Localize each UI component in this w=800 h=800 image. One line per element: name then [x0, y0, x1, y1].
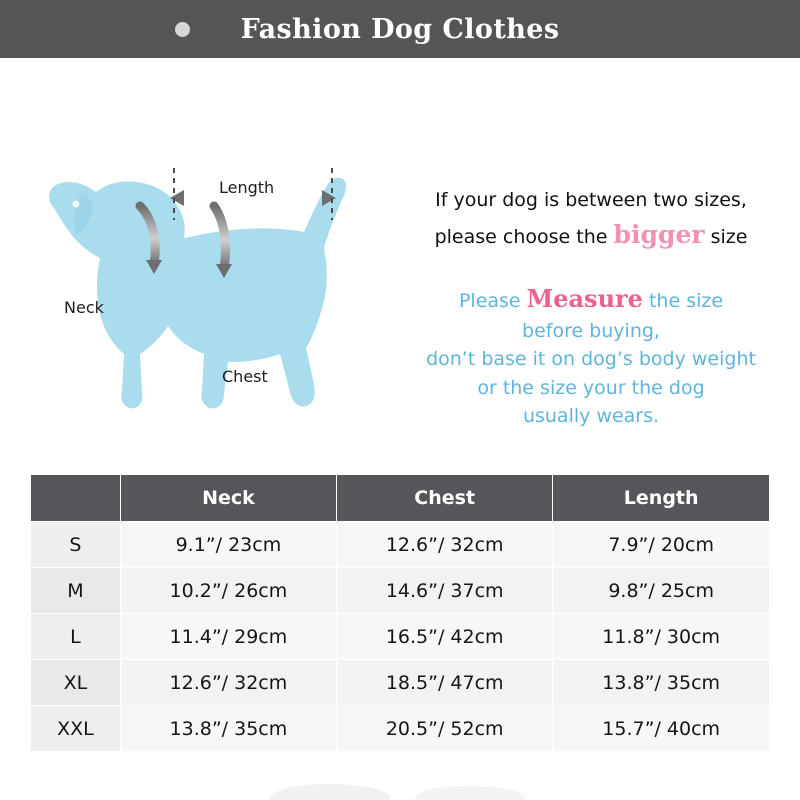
cell-neck: 10.2”/ 26cm: [120, 568, 336, 614]
cell-chest: 20.5”/ 52cm: [337, 706, 553, 752]
cell-chest: 12.6”/ 32cm: [337, 522, 553, 568]
cell-length: 13.8”/ 35cm: [553, 660, 770, 706]
size-chart-table: [30, 474, 770, 752]
measure-line-2: before buying,: [522, 319, 660, 342]
measure-post: the size: [648, 289, 724, 312]
cell-size: XXL: [31, 706, 121, 752]
note-line-2-pre: please choose the: [434, 225, 608, 248]
table-header: [31, 475, 770, 522]
circle-dot-icon: [175, 22, 190, 37]
bottom-decoration: [0, 740, 800, 800]
label-length: Length: [219, 178, 275, 197]
label-neck: Neck: [64, 298, 104, 317]
header-size: [31, 475, 121, 522]
header-neck: Neck: [120, 475, 336, 522]
page-header: [0, 0, 800, 58]
table-row: [31, 522, 770, 568]
cell-neck: 13.8”/ 35cm: [120, 706, 336, 752]
cell-chest: 14.6”/ 37cm: [337, 568, 553, 614]
cell-neck: 11.4”/ 29cm: [120, 614, 336, 660]
measure-line-1: [396, 281, 786, 317]
header-chest: Chest: [337, 475, 553, 522]
table-row: [31, 660, 770, 706]
measure-instructions: [396, 281, 786, 431]
table-row: [31, 614, 770, 660]
cell-chest: 16.5”/ 42cm: [337, 614, 553, 660]
note-line-1: If your dog is between two sizes,: [435, 189, 747, 211]
cell-length: 9.8”/ 25cm: [553, 568, 770, 614]
cell-length: 15.7”/ 40cm: [553, 706, 770, 752]
cell-size: S: [31, 522, 121, 568]
cell-neck: 9.1”/ 23cm: [120, 522, 336, 568]
table-header-row: [31, 475, 770, 522]
measure-highlight: Measure: [526, 283, 643, 313]
cell-length: 7.9”/ 20cm: [553, 522, 770, 568]
header-length: Length: [553, 475, 770, 522]
note-line-2-post: size: [710, 225, 748, 248]
note-bigger-highlight: bigger: [613, 219, 705, 249]
cell-size: L: [31, 614, 121, 660]
table-body: [31, 522, 770, 752]
cell-size: M: [31, 568, 121, 614]
cell-neck: 12.6”/ 32cm: [120, 660, 336, 706]
measure-pre: Please: [458, 289, 521, 312]
measurement-illustration: [0, 58, 800, 458]
cell-chest: 18.5”/ 47cm: [337, 660, 553, 706]
table-row: [31, 568, 770, 614]
sizing-notes: [396, 186, 786, 431]
page-title: Fashion Dog Clothes: [240, 13, 560, 45]
label-chest: Chest: [222, 367, 268, 386]
note-line-2: [396, 215, 786, 255]
measure-line-4: or the size your the dog: [477, 376, 705, 399]
cell-length: 11.8”/ 30cm: [553, 614, 770, 660]
cell-size: XL: [31, 660, 121, 706]
measure-line-5: usually wears.: [522, 405, 660, 427]
measure-line-3: don’t base it on dog’s body weight: [426, 348, 756, 370]
